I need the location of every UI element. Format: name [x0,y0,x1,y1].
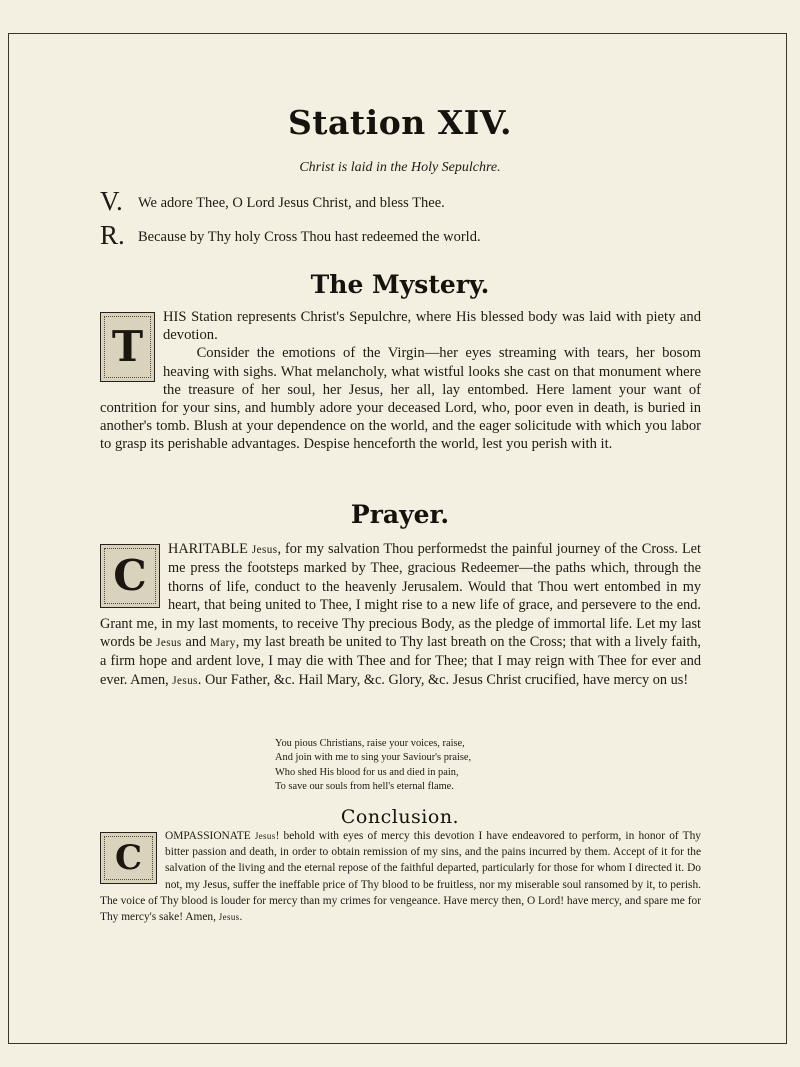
mystery-text [100,308,701,454]
conclusion-text [100,828,701,925]
hymn-line: And join with me to sing your Saviour's praise, [275,752,472,764]
versicle-line [100,186,740,217]
prayer-part-3: , my last breath be united to Thy last breath on the Cross; that with a lively faith, a firm hope and ardent love, I may die with Thee and for Thee; that I may reign with Thee for ever and ever. Amen, [100,634,702,688]
hymn-line: Who shed His blood for us and died in pain, [275,766,459,778]
mystery-heading: The Mystery. [310,270,490,299]
conclusion-jesus-1: Jesus [254,831,276,841]
mystery-paragraph-2: Consider the emotions of the Virgin—her eyes streaming with tears, her bosom heaving with sighs. What melancholy, what wistful looks she cast on that monument where the treasure of her soul, her Jesus, her all, lay entombed. Here lament your want of contrition for your sins, and humbly adore your deceased Lord, who, poor even in death, is buried in another's tomb. Blush at your dependence on the world, and the eager solicitude with which you labor to grasp its perishable advantages. Despise henceforth the world, lest you perish with it. [100,345,701,453]
hymn-line: You pious Christians, raise your voices, raise, [275,738,465,749]
conclusion-jesus-2: Jesus [218,912,240,923]
prayer-text [100,540,701,690]
prayer-jesus-1: Jesus [251,544,278,556]
conclusion-end: . [239,911,243,924]
response-line [100,220,740,251]
hymn-verse [275,737,471,794]
conclusion-part-1: OMPASSIONATE [165,830,251,842]
prayer-jesus-3: Jesus [172,674,198,687]
hymn-line: To save our souls from hell's eternal flame. [275,780,454,792]
dropcap-c: C [100,544,160,608]
prayer-mary: Mary [210,637,236,650]
prayer-jesus-2: Jesus [156,637,182,650]
conclusion-heading: Conclusion. [340,806,460,828]
station-subtitle: Christ is laid in the Holy Sepulchre. [299,160,501,175]
prayer-part-1: HARITABLE [168,541,248,557]
versicle-text: We adore Thee, O Lord Jesus Christ, and bless Thee. [138,195,445,211]
versicle-letter: V. [100,186,123,216]
prayer-and: and [185,634,207,651]
dropcap-c-conclusion: C [100,832,157,884]
prayer-part-4: . Our Father, &c. Hail Mary, &c. Glory, &c. Jesus Christ crucified, have mercy on us! [197,671,689,688]
mystery-paragraph-1: HIS Station represents Christ's Sepulchre, where His blessed body was laid with piety and devotion. [163,309,701,344]
prayer-heading: Prayer. [350,500,450,529]
prayer-part-2: , for my salvation Thou performedst the painful journey of the Cross. Let me press the footsteps marked by Thee, gracious Redeemer—the paths which, through the thorns of life, conduct to the heavenly Jerusalem. Would that Thou wert entombed in my heart, that being united to Thee, I might rise to a new life of grace, and persevere to the end. Grant me, in my last moments, to receive Thy precious Body, as the pledge of immortal life. Let my last words be [100,541,701,651]
station-title: Station XIV. [287,103,513,142]
dropcap-t: T [100,312,155,382]
response-letter: R. [100,220,125,250]
conclusion-part-2: ! behold with eyes of mercy this devotion I have endeavored to perform, in honor of Thy bitter passion and death, in order to obtain remission of my sins, and the pains incurred by them. Accept of it for the salvation of the living and the eternal repose of the faithful departed, particularly for those for whom I directed it. Do not, my Jesus, suffer the ineffable price of Thy blood to be fruitless, nor my miserable soul ransomed by it, to perish. The voice of Thy blood is louder for mercy than my crimes for vengeance. Have mercy then, O Lord! have mercy, and spare me for Thy mercy's sake! Amen, [100,830,701,924]
response-text: Because by Thy holy Cross Thou hast redeemed the world. [138,229,481,245]
